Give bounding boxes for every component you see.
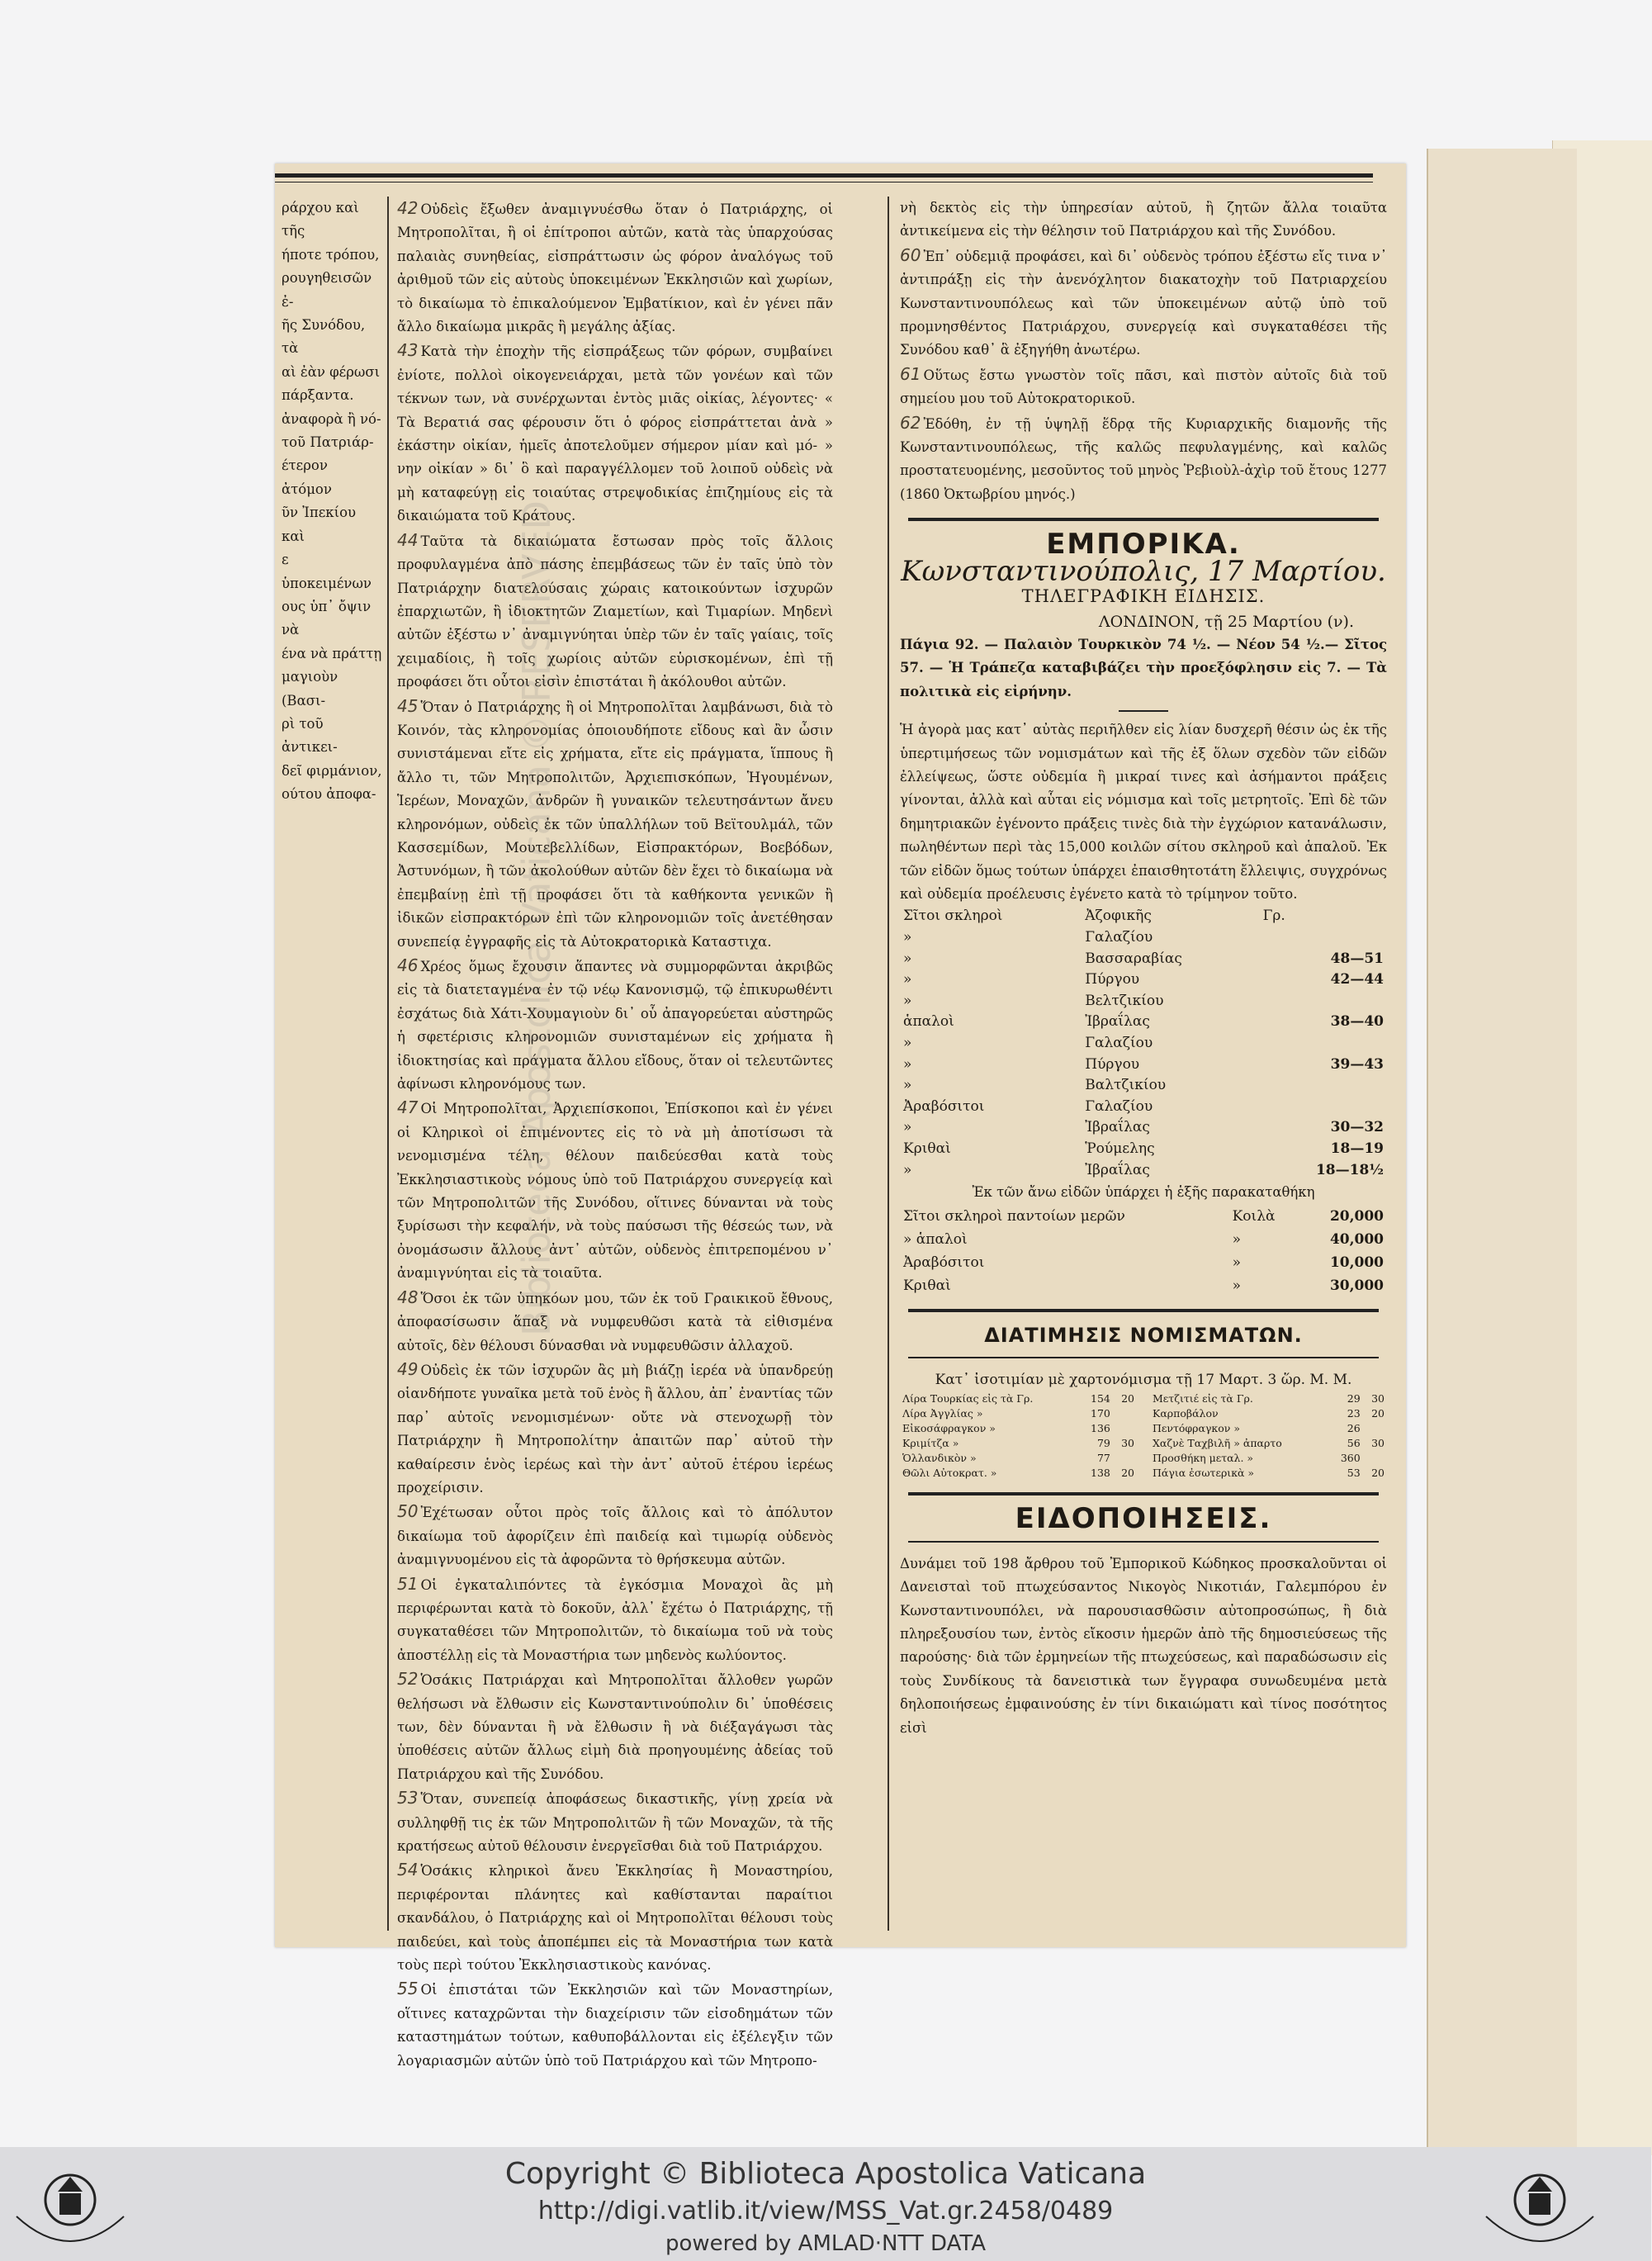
article-paragraph xyxy=(397,1858,833,1977)
article-number: 62 xyxy=(900,412,921,433)
article-number: 49 xyxy=(397,1358,419,1379)
article-text: Ὅταν, συνεπείᾳ ἀποφάσεως δικαστικῆς, γίνῃ χρεία νὰ συλληφθῇ τις ἐκ τῶν Μητροπολιτῶν ἢ τῶν Μοναχῶν, τὰ τῆς κρατήσεως αὐτοῦ θέλουσιν ἐνεργεῖσθαι διὰ τοῦ Πατριάρχου. xyxy=(397,1791,833,1855)
grain-row xyxy=(900,1117,1387,1139)
grain-row xyxy=(900,927,1387,949)
coin-row xyxy=(1150,1391,1387,1406)
fragment-line: πάρξαντα. xyxy=(282,387,354,404)
table-cell: Ἰβραΐλας xyxy=(1085,1161,1150,1178)
table-cell: 18—19 xyxy=(1330,1140,1384,1157)
article-number: 52 xyxy=(397,1669,419,1690)
table-cell: 138 xyxy=(1091,1467,1110,1480)
table-cell: Γαλαζίου xyxy=(1085,928,1153,946)
fragment-line: ρὶ τοῦ ἀντικει- xyxy=(282,715,338,756)
article-text: νὴ δεκτὸς εἰς τὴν ὑπηρεσίαν αὐτοῦ, ἢ ζητῶν ἄλλα τοιαῦτα ἀντικείμενα εἰς τὴν θέλησιν τοῦ Πατριάρχου καὶ τῆς Συνόδου. xyxy=(900,200,1387,239)
table-cell: 20,000 xyxy=(1329,1207,1384,1225)
table-cell: » xyxy=(903,1077,912,1094)
article-number: 51 xyxy=(397,1573,419,1594)
table-cell: Εἰκοσάφραγκον » xyxy=(902,1422,996,1435)
table-cell: 29 xyxy=(1347,1392,1361,1405)
column-divider xyxy=(387,197,389,1931)
table-cell: » xyxy=(903,971,912,988)
table-cell: 77 xyxy=(1096,1452,1110,1465)
grain-row xyxy=(900,1012,1387,1033)
table-cell: Ἰβραΐλας xyxy=(1085,1119,1150,1136)
table-cell: 79 xyxy=(1096,1437,1110,1450)
article-paragraph xyxy=(397,339,833,528)
table-cell xyxy=(1260,927,1387,949)
section-rule xyxy=(908,518,1379,521)
grain-row xyxy=(900,1033,1387,1055)
fragment-line: έτερον ἀτόμον xyxy=(282,457,332,497)
fragment-line: αὶ ἐὰν φέρωσι xyxy=(282,363,381,380)
stock-row xyxy=(900,1205,1387,1228)
table-cell xyxy=(1260,1033,1387,1055)
table-cell: Λίρα Τουρκίας εἰς τὰ Γρ. xyxy=(902,1392,1034,1405)
table-cell: 170 xyxy=(1091,1407,1110,1420)
article-text: Οὐδεὶς ἔξωθεν ἀναμιγνυέσθω ὅταν ὁ Πατριάρχης, οἱ Μητροπολῖται, ἢ οἱ ἐπίτροποι αὐτῶν, κατὰ τὰς ὑπαρχούσας παλαιὰς συνηθείας, εἰσπράττωσιν ὡς φόρον ἀναλόγως τοῦ ἀριθμοῦ τῶν εἰς αὐτοὺς ὑποκειμένων Ἐκκλησιῶν καὶ χωρίων, τὸ δικαίωμα τὸ ἐπικαλούμενον Ἐμβατίκιον, καὶ ἐν γένει πᾶν ἄλλο δικαίωμα μικρᾶς ἢ μεγάλης ἀξίας. xyxy=(397,201,833,335)
fragment-line: ους ὑπ᾽ ὄψιν νὰ xyxy=(282,598,372,638)
article-paragraph xyxy=(397,1500,833,1571)
table-cell: Προσθήκη μεταλ. » xyxy=(1153,1452,1254,1465)
article-paragraph xyxy=(397,1667,833,1786)
article-paragraph xyxy=(397,197,833,339)
stock-row xyxy=(900,1274,1387,1297)
article-text: Οὐδεὶς ἐκ τῶν ἰσχυρῶν ἂς μὴ βιάζῃ ἱερέα νὰ ὑπανδρεύῃ οἱανδήποτε γυναῖκα μετὰ τοῦ ἑνὸς ἢ ἄλλου, ἀπ᾽ ἐναντίας τῶν παρ᾽ αὐτοῖς νενομισμένων· οὔτε νὰ στενοχωρῇ τὸν Πατριάρχην ἢ Μητροπολίτην ἀπαιτῶν παρ᾽ αὐτοῦ τὴν καθαίρεσιν ἑνὸς ἱερέως καὶ τὴν ἀντ᾽ αὐτοῦ ἑτέρου ἱερέως προχείρισιν. xyxy=(397,1362,833,1495)
table-cell: 26 xyxy=(1347,1422,1361,1435)
coin-row xyxy=(1150,1466,1387,1481)
fragment-line: δεῖ φιρμάνιον, xyxy=(282,762,382,779)
article-text: Ὁσάκις Πατριάρχαι καὶ Μητροπολῖται ἄλλοθεν γωρῶν θελήσωσι νὰ ἔλθωσιν εἰς Κωνσταντινούπολιν δι᾽ ὑποθέσεις των, δὲν δύνανται ἢ νὰ ἔλθωσιν ἢ νὰ διέξαγάγωσι τὰς ὑποθέσεις αὐτῶν ἄλλως εἰμὴ διὰ προηγουμένης ἀδείας τοῦ Πατριάρχου καὶ τῆς Συνόδου. xyxy=(397,1672,833,1782)
coin-row xyxy=(1150,1451,1387,1466)
table-cell: Σῖτοι σκληροὶ παντοίων μερῶν xyxy=(903,1207,1125,1225)
table-cell: 30 xyxy=(1371,1437,1385,1450)
article-text: Ὁσάκις κληρικοὶ ἄνευ Ἐκκλησίας ἢ Μοναστηρίου, περιφέρονται πλάνητες καὶ καθίστανται παραίτιοι σκανδάλου, ὁ Πατριάρχης καὶ οἱ Μητροπολῖται θέλουσι τοὺς παιδεύει, καὶ τοὺς ἀποπέμπει εἰς τὰ Μοναστήρια των κατὰ τοὺς περὶ τούτου Ἐκκλησιαστικοὺς κανόνας. xyxy=(397,1863,833,1974)
article-number: 55 xyxy=(397,1979,419,1999)
article-number: 43 xyxy=(397,340,419,361)
article-text: Οὕτως ἔστω γνωστὸν τοῖς πᾶσι, καὶ πιστὸν αὐτοῖς διὰ τοῦ σημείου μου τοῦ Αὐτοκρατορικοῦ. xyxy=(900,367,1387,407)
powered-by: powered by AMLAD·NTT DATA xyxy=(665,2231,987,2256)
article-paragraph xyxy=(397,954,833,1096)
coin-row xyxy=(900,1451,1137,1466)
table-cell: Ἀραβόσιτοι xyxy=(903,1097,985,1115)
section-rule xyxy=(908,1541,1379,1543)
coins-table-left xyxy=(900,1391,1137,1481)
table-cell: » xyxy=(1232,1254,1241,1271)
header-cell: Γρ. xyxy=(1262,908,1285,925)
table-cell: Ῥούμελης xyxy=(1085,1140,1155,1157)
article-text: Ἐπ᾽ οὐδεμιᾷ προφάσει, καὶ δι᾽ οὐδενὸς τρόπου ἐξέστω εἴς τινα ν᾽ ἀντιπράξῃ εἰς τὴν ἀνενόχλητον διακατοχὴν τοῦ Πατριαρχείου Κωνσταντινουπόλεως καὶ τῶν ὑποκειμένων αὐτῷ ὑπὸ τοῦ προμνησθέντος Πατριάρχου, συνεργείᾳ καὶ συγκαταθέσει τῆς Συνόδου καθ᾽ ἃ ἐξηγήθη ἀνωτέρω. xyxy=(900,248,1387,358)
table-cell: 56 xyxy=(1347,1437,1361,1450)
table-cell: » ἁπαλοὶ xyxy=(903,1230,968,1248)
coin-row xyxy=(900,1466,1137,1481)
table-cell: Γαλαζίου xyxy=(1085,1097,1153,1115)
footer-bar xyxy=(0,2147,1651,2261)
article-number: 54 xyxy=(397,1860,419,1880)
table-cell xyxy=(1113,1421,1137,1436)
table-cell: » xyxy=(903,992,912,1009)
section-rule xyxy=(908,1357,1379,1358)
coin-row xyxy=(900,1436,1137,1451)
fragment-line: μαγιοὺν (Βασι- xyxy=(282,669,338,709)
table-cell: » xyxy=(903,1161,912,1178)
table-cell: ἁπαλοὶ xyxy=(903,1013,954,1031)
grain-row xyxy=(900,1097,1387,1118)
article-paragraph xyxy=(397,1786,833,1858)
fragment-line: ένα νὰ πράττῃ xyxy=(282,645,382,661)
article-paragraph xyxy=(397,1358,833,1500)
table-header-row xyxy=(900,906,1387,927)
fragment-line: ράρχου καὶ τῆς xyxy=(282,200,359,239)
article-text: Οἱ ἐπιστάται τῶν Ἐκκλησιῶν καὶ τῶν Μοναστηρίων, οἵτινες καταχρῶνται τὴν διαχείρισιν τῶν εἰσοδημάτων τῶν καταστημάτων τούτων, καθυποβάλλονται εἰς ἐξέλεγξιν τῶν λογαριασμῶν αὐτῶν ὑπὸ τοῦ Πατριάρχου καὶ τῶν Μητροπο- xyxy=(397,1982,833,2069)
article-number: 42 xyxy=(397,198,419,218)
article-paragraph xyxy=(397,1096,833,1285)
coin-row xyxy=(1150,1421,1387,1436)
table-cell: » xyxy=(903,1055,912,1073)
article-paragraph xyxy=(900,244,1387,363)
table-cell: Πάγια ἐσωτερικὰ » xyxy=(1153,1467,1255,1480)
top-rule xyxy=(275,173,1373,178)
coin-row xyxy=(1150,1436,1387,1451)
table-cell: Κριθαὶ xyxy=(903,1140,951,1157)
decree-ending xyxy=(900,197,1387,506)
article-number: 50 xyxy=(397,1501,419,1522)
table-cell: » xyxy=(1232,1277,1241,1294)
coins-table-right xyxy=(1150,1391,1387,1481)
article-text: Χρέος ὅμως ἔχουσιν ἅπαντες νὰ συμμορφῶνται ἀκριβῶς εἰς τὰ διατεταγμένα ἐν τῷ νέῳ Κανονισμῷ, τῷ ἐπικυρωθέντι ἐσχάτως διὰ Χάτι-Χουμαγιοὺν δι᾽ οὗ ἀπαγορεύεται αὐστηρῶς ἡ σφετέρισις κληρονομιῶν συνισταμένων εἰς χρήματα ἢ ἰδιοκτησίας καὶ πράγματα ἄλλου εἴδους, ὅταν οἱ τελευτῶντες ἀφίνωσι κληρονόμους των. xyxy=(397,959,833,1093)
fragment-line: ήποτε τρόπου, xyxy=(282,246,380,263)
table-cell: Γαλαζίου xyxy=(1085,1034,1153,1051)
fragment-line: ε ὑποκειμένων xyxy=(282,552,372,591)
table-cell: Βαλτζικίου xyxy=(1085,1077,1167,1094)
table-cell: 42—44 xyxy=(1330,971,1384,988)
article-text: Ὅταν ὁ Πατριάρχης ἢ οἱ Μητροπολῖται λαμβάνωσι, διὰ τὸ Κοινόν, τὰς κληρονομίας ὁποιουδήποτε εἴδους καὶ ἂν ὦσιν συνιστάμεναι εἴτε εἰς χρήματα, εἴτε εἰς πράγματα, ἵππους ἢ ἄλλο τι, τῶν Μητροπολιτῶν, Ἀρχιεπισκόπων, Ἡγουμένων, Ἱερέων, Μοναχῶν, ἀνδρῶν ἢ γυναικῶν τελευτησάντων ἄνευ κληρονόμων, οὐδεὶς ἐκ τῶν ὑπαλλήλων τοῦ Βεϊτουλμάλ, τῶν Κασσεμίδων, Μουτεβελλίδων, Εἰσπρακτόρων, Βοεβόδων, Ἀστυνόμων, ἢ τῶν ἀκολούθων αὐτῶν δὲν ἔχει τὸ δικαίωμα νὰ ἐπεμβαίνῃ ἐπὶ τῇ προφάσει ὅτι τὰ καθήκοντα γενικῶν ἢ ἰδικῶν εἰσπρακτόρων ἐπὶ τῶν κληρονομιῶν τοῖς ἀνετέθησαν συνεπείᾳ ἐγγραφῆς εἰς τὰ Αὐτοκρατορικὰ Καταστιχα. xyxy=(397,699,833,950)
adjacent-page xyxy=(1427,149,1577,2147)
table-cell: 30 xyxy=(1121,1437,1134,1450)
article-number: 46 xyxy=(397,955,419,975)
watermark-text: Biblioteca Apostolica Vaticana © RESERVED xyxy=(514,500,559,1336)
section-rule xyxy=(908,1492,1379,1495)
article-text: Ὅσοι ἐκ τῶν ὑπηκόων μου, τῶν ἐκ τοῦ Γραικικοῦ ἔθνους, ἀποφασίσωσιν ἅπαξ νὰ νυμφευθῶσι κατὰ τὰ εἰθισμένα αὐτοῖς, δὲν θέλουσι δύνασθαι νὰ νυμφευθῶσιν ἀλλαχοῦ. xyxy=(397,1290,833,1353)
telegraph-heading: ΤΗΛΕΓΡΑΦΙΚΗ ΕΙΔΗΣΙΣ. xyxy=(1021,586,1266,607)
table-cell: Πύργου xyxy=(1085,971,1140,988)
grain-row xyxy=(900,1160,1387,1182)
stock-row xyxy=(900,1251,1387,1274)
article-paragraph xyxy=(397,529,833,694)
coins-heading: ΔΙΑΤΙΜΗΣΙΣ ΝΟΜΙΣΜΑΤΩΝ. xyxy=(984,1323,1303,1347)
table-cell: » xyxy=(903,1119,912,1136)
article-text: Κατὰ τὴν ἐποχὴν τῆς εἰσπράξεως τῶν φόρων, συμβαίνει ἐνίοτε, πολλοὶ οἰκογενειάρχαι, μετὰ τῶν γονέων καὶ τῶν τέκνων των, νὰ συνέρχωνται ἐντὸς μιᾶς οἰκίας, λέγοντες· « Τὰ Βερατιά σας φέρουσιν ὅτι ὁ φόρος εἰσπράττεται ἀνὰ » ἑκάστην οἰκίαν, ἡμεῖς ἀποτελοῦμεν σήμερον μίαν καὶ μό- » νην οἰκίαν » δι᾽ ὃ καὶ παραγγέλλομεν τοῦ λοιποῦ οὐδεὶς νὰ μὴ καταφεύγῃ εἰς τοιαύτας στρεψοδικίας ἐπιζημίους εἰς τὰ δικαιώματα τοῦ Κράτους. xyxy=(397,344,833,524)
table-cell: Καρποβάλον xyxy=(1153,1407,1219,1420)
source-url[interactable]: http://digi.vatlib.it/view/MSS_Vat.gr.2458/0489 xyxy=(537,2197,1114,2225)
article-paragraph xyxy=(397,694,833,954)
table-cell xyxy=(1363,1451,1387,1466)
copyright-text: Copyright © Biblioteca Apostolica Vaticana xyxy=(504,2157,1147,2191)
stock-row xyxy=(900,1228,1387,1251)
table-cell: 18—18½ xyxy=(1315,1161,1384,1178)
coin-row xyxy=(1150,1406,1387,1421)
right-column xyxy=(900,197,1387,1740)
article-paragraph xyxy=(397,1286,833,1358)
market-report: Ἡ ἀγορὰ μας κατ᾽ αὐτὰς περιῆλθεν εἰς λίαν δυσχερῆ θέσιν ὡς ἐκ τῆς ὑπερτιμήσεως τῶν νομισμάτων καὶ τῆς ἐξ ὅλων σχεδὸν τῶν εἰδῶν ἐλλείψεως, ὥστε οὐδεμία ἢ μικραί τινες καὶ ἀσήμαντοι πράξεις γίνονται, ἀλλὰ καὶ αὗται εἰς νόμισμα καὶ τοῖς μετρητοῖς. Ἐπὶ δὲ τῶν δημητριακῶν ἐγένοντο πράξεις τινὲς διὰ τὴν ἐγχώριον κατανάλωσιν, πωληθέντων περὶ τὰς 15,000 κοιλῶν σίτου σκληροῦ καὶ ἁπαλοῦ. Ἐκ τῶν εἰδῶν ὅμως τούτων ὑπάρχει ἐπαισθητοτάτη ἔλλειψις, συγχρόνως καὶ οὐδεμία προέλευσις ἐγένετο κατὰ τὸ τρίμηνον τοῦτο. xyxy=(900,722,1387,902)
table-cell: 23 xyxy=(1347,1407,1361,1420)
article-text: Ταῦτα τὰ δικαιώματα ἔστωσαν πρὸς τοῖς ἄλλοις προφυλαγμένα ἀπὸ πάσης ἐπεμβάσεως τῶν ἐν ταῖς ὑπὸ τὸν Πατριάρχην διατελούσαις χώραις κατοικούντων ἰσχυρῶν ἐπαρχιωτῶν, ἢ ἰδιοκτητῶν Ζιαμετίων, καὶ Τιμαρίων. Μηδενὶ αὐτῶν ἐξέστω ν᾽ ἀναμιγνύηται ὑπὲρ τῶν ἐν ταῖς γαίαις, τοῖς χειμαδίοις, ἢ τοῖς χωρίοις αὐτῶν εὑρισκομένων, ἐπὶ τῇ προφάσει ὅτι οὗτοι εἰσὶν ἐπιστάται ἢ ἀκόλουθοι αὐτῶν. xyxy=(397,533,833,690)
table-cell: 20 xyxy=(1121,1392,1134,1405)
table-cell: 20 xyxy=(1121,1467,1134,1480)
fragment-line: ρουγηθεισῶν ἐ- xyxy=(282,270,372,310)
table-cell: » xyxy=(1232,1230,1241,1248)
fragment-line: ούτου ἀποφα- xyxy=(282,786,376,803)
table-cell: Κριμίτζα » xyxy=(902,1437,959,1450)
coins-tables xyxy=(900,1391,1387,1481)
table-cell: » xyxy=(903,950,912,967)
table-cell: 38—40 xyxy=(1330,1013,1384,1031)
table-cell: 40,000 xyxy=(1329,1230,1384,1248)
grain-row xyxy=(900,1075,1387,1097)
table-cell: 39—43 xyxy=(1330,1055,1384,1073)
table-cell: Ἀραβόσιτοι xyxy=(903,1254,985,1271)
notice-text: Δυνάμει τοῦ 198 ἄρθρου τοῦ Ἐμπορικοῦ Κώδηκος προσκαλοῦνται οἱ Δανεισταὶ τοῦ πτωχεύσαντος Νικογὸς Νικοτιάν, Γαλεμπόρου ἐν Κωνσταντινουπόλει, νὰ παρουσιασθῶσιν αὐτοπροσώπως, ἢ διὰ πληρεξουσίου των, ἐντὸς εἴκοσιν ἡμερῶν ἀπὸ τῆς δημοσιεύσεως τῆς παρούσης· διὰ τῶν ἐρμηνείων τῆς πτωχεύσεως, καὶ παραδώσωσιν εἰς τοὺς Συνδίκους τὰ δανειστικὰ των ἔγγραφα συνωδευμένα μετὰ δηλοποιήσεως ἐμφαινούσης ἐν τίνι δικαιώματι καὶ τίνος ποσότητος εἰσὶ xyxy=(900,1555,1387,1736)
stock-intro: Ἐκ τῶν ἄνω εἰδῶν ὑπάρχει ἡ ἑξῆς παρακαταθήκη xyxy=(972,1184,1315,1201)
article-text: Οἱ ἐγκαταλιπόντες τὰ ἐγκόσμια Μοναχοὶ ἂς μὴ περιφέρωνται κατὰ τὸ δοκοῦν, ἀλλ᾽ ἔχέτω ὁ Πατριάρχης, τῇ συγκαταθέσει τῶν Μητροπολιτῶν, τὸ δικαίωμα τοῦ νὰ τοὺς ἀποστέλλῃ εἰς τὰ Μοναστήρια των μηδενὸς κωλύοντος. xyxy=(397,1576,833,1663)
article-column xyxy=(397,197,833,2073)
table-cell: 360 xyxy=(1340,1452,1361,1465)
left-fragment-column xyxy=(282,197,382,807)
table-cell: Χαζνὲ Ταχβιλῆ » ἀπαρτο xyxy=(1153,1437,1282,1450)
table-cell: 154 xyxy=(1091,1392,1110,1405)
table-cell: Κριθαὶ xyxy=(903,1277,951,1294)
article-paragraph xyxy=(397,1977,833,2073)
london-dateline: ΛΟΝΔΙΝΟΝ, τῇ 25 Μαρτίου (ν). xyxy=(1098,612,1354,631)
coin-row xyxy=(900,1406,1137,1421)
table-cell: Θῶλι Αὐτοκρατ. » xyxy=(902,1467,997,1480)
article-paragraph xyxy=(900,411,1387,507)
table-cell xyxy=(1113,1451,1137,1466)
article-paragraph xyxy=(397,1572,833,1668)
table-cell: Ὁλλανδικὸν » xyxy=(902,1452,977,1465)
article-number: 47 xyxy=(397,1097,419,1118)
coin-row xyxy=(900,1391,1137,1406)
table-cell: Κοιλὰ xyxy=(1232,1207,1276,1225)
table-cell: 20 xyxy=(1371,1407,1385,1420)
grain-price-table xyxy=(900,906,1387,1181)
table-cell: 136 xyxy=(1091,1422,1110,1435)
city-date: Κωνσταντινούπολις, 17 Μαρτίου. xyxy=(901,554,1386,588)
table-cell: 10,000 xyxy=(1329,1254,1384,1271)
header-cell: Ἀζοφικῆς xyxy=(1085,908,1152,925)
table-cell: » xyxy=(903,928,912,946)
article-number: 45 xyxy=(397,695,419,716)
article-text: Οἱ Μητροπολῖται, Ἀρχιεπίσκοποι, Ἐπίσκοποι καὶ ἐν γένει οἱ Κληρικοὶ οἱ ἐπιμένοντες εἰς τὸ νὰ μὴ ἀποτίσωσι τὰ νενομισμένα τέλη, θέλουν παιδεύεσθαι κατὰ τοὺς Ἐκκλησιαστικοὺς νόμους ὑπὸ τοῦ Πατριάρχου συνεργείᾳ καὶ τῶν Μητροπολιτῶν τῆς Συνόδου, οἵτινες δύνανται νὰ τοὺς ξυρίσωσι τὴν κεφαλήν, νὰ τοὺς παύσωσι τῆς θέσεώς των, νὰ ὀνομάσωσιν ἄλλους ἀντ᾽ αὐτῶν, οὐδενὸς ἐπιτρεπομένου ν᾽ ἀναμιγνύηται εἰς τὰ τοιαῦτα. xyxy=(397,1101,833,1282)
table-cell: » xyxy=(903,1034,912,1051)
newspaper-clipping xyxy=(275,164,1406,2069)
table-cell: Ἰβραΐλας xyxy=(1085,1013,1150,1031)
coins-subtitle: Κατ᾽ ἰσοτιμίαν μὲ χαρτονόμισμα τῇ 17 Μαρτ. 3 ὥρ. Μ. Μ. xyxy=(935,1371,1352,1388)
telegraph-report: Πάγια 92. — Παλαιὸν Τουρκικὸν 74 ½. — Νέον 54 ½.— Σῖτος 57. — Ἡ Τράπεζα καταβιβάζει τὴν προεξόφλησιν εἰς 7. — Τὰ πολιτικὰ εἰς εἰρήνην. xyxy=(900,636,1387,699)
vatican-library-seal-icon xyxy=(1478,2159,1602,2253)
emporika-heading: ΕΜΠΟΡΙΚΑ. xyxy=(1046,528,1241,562)
table-cell: 48—51 xyxy=(1330,950,1384,967)
table-cell: Βασσαραβίας xyxy=(1085,950,1182,967)
stock-table xyxy=(900,1205,1387,1297)
article-number: 61 xyxy=(900,363,921,384)
article-number: 60 xyxy=(900,244,921,265)
grain-row xyxy=(900,949,1387,970)
table-cell xyxy=(1260,1075,1387,1097)
article-text: Ἐχέτωσαν οὗτοι πρὸς τοῖς ἄλλοις καὶ τὸ ἀπόλυτον δικαίωμα τοῦ ἀφορίζειν ἐπὶ παιδείᾳ καὶ τιμωρίᾳ οὐδενὸς ἀναμιγνυομένου εἰς τὰ ἀφορῶντα τὸ θρήσκευμα αὐτῶν. xyxy=(397,1505,833,1568)
table-cell: 30—32 xyxy=(1330,1119,1384,1136)
column-divider xyxy=(888,197,889,1931)
fragment-line: ῦν Ἰπεκίου καὶ xyxy=(282,505,357,544)
grain-row xyxy=(900,1139,1387,1160)
article-number: 48 xyxy=(397,1287,419,1307)
table-cell xyxy=(1363,1421,1387,1436)
article-text: Ἐδόθη, ἐν τῇ ὑψηλῇ ἕδρᾳ τῆς Κυριαρχικῆς διαμονῆς τῆς Κωνσταντινουπόλεως, τῆς καλῶς πεφυλαγμένης, καὶ καλῶς προστατευομένης, μεσοῦντος τοῦ μηνὸς Ῥεβιοὺλ-ἀχὶρ τοῦ ἔτους 1277 (1860 Ὀκτωβρίου μηνός.) xyxy=(900,415,1387,502)
fragment-line: τοῦ Πατριάρ- xyxy=(282,434,374,451)
header-cell: Σῖτοι σκληροὶ xyxy=(903,908,1003,925)
article-number: 53 xyxy=(397,1788,419,1808)
fragment-line: ἀναφορὰ ἢ νό- xyxy=(282,410,381,427)
table-cell: 30,000 xyxy=(1329,1277,1384,1294)
grain-row xyxy=(900,991,1387,1012)
grain-row xyxy=(900,1055,1387,1076)
table-cell: 20 xyxy=(1371,1467,1385,1480)
table-cell: 53 xyxy=(1347,1467,1361,1480)
table-cell xyxy=(1260,991,1387,1012)
table-cell: Πεντόφραγκον » xyxy=(1153,1422,1240,1435)
table-cell: Λίρα Ἀγγλίας » xyxy=(902,1407,983,1420)
article-paragraph xyxy=(900,363,1387,411)
section-rule xyxy=(908,1309,1379,1312)
table-cell: 30 xyxy=(1371,1392,1385,1405)
article-paragraph xyxy=(900,197,1387,244)
table-cell xyxy=(1260,1097,1387,1118)
article-number: 44 xyxy=(397,529,419,550)
table-cell: Μετζιτιέ εἰς τὰ Γρ. xyxy=(1153,1392,1253,1405)
coin-row xyxy=(900,1421,1137,1436)
table-cell: Βελτζικίου xyxy=(1085,992,1164,1009)
short-rule xyxy=(1119,710,1168,712)
fragment-line: ῆς Συνόδου, τὰ xyxy=(282,317,366,357)
notices-heading: ΕΙΔΟΠΟΙΗΣΕΙΣ. xyxy=(1015,1502,1272,1536)
table-cell: Πύργου xyxy=(1085,1055,1140,1073)
grain-row xyxy=(900,969,1387,991)
table-cell xyxy=(1113,1406,1137,1421)
